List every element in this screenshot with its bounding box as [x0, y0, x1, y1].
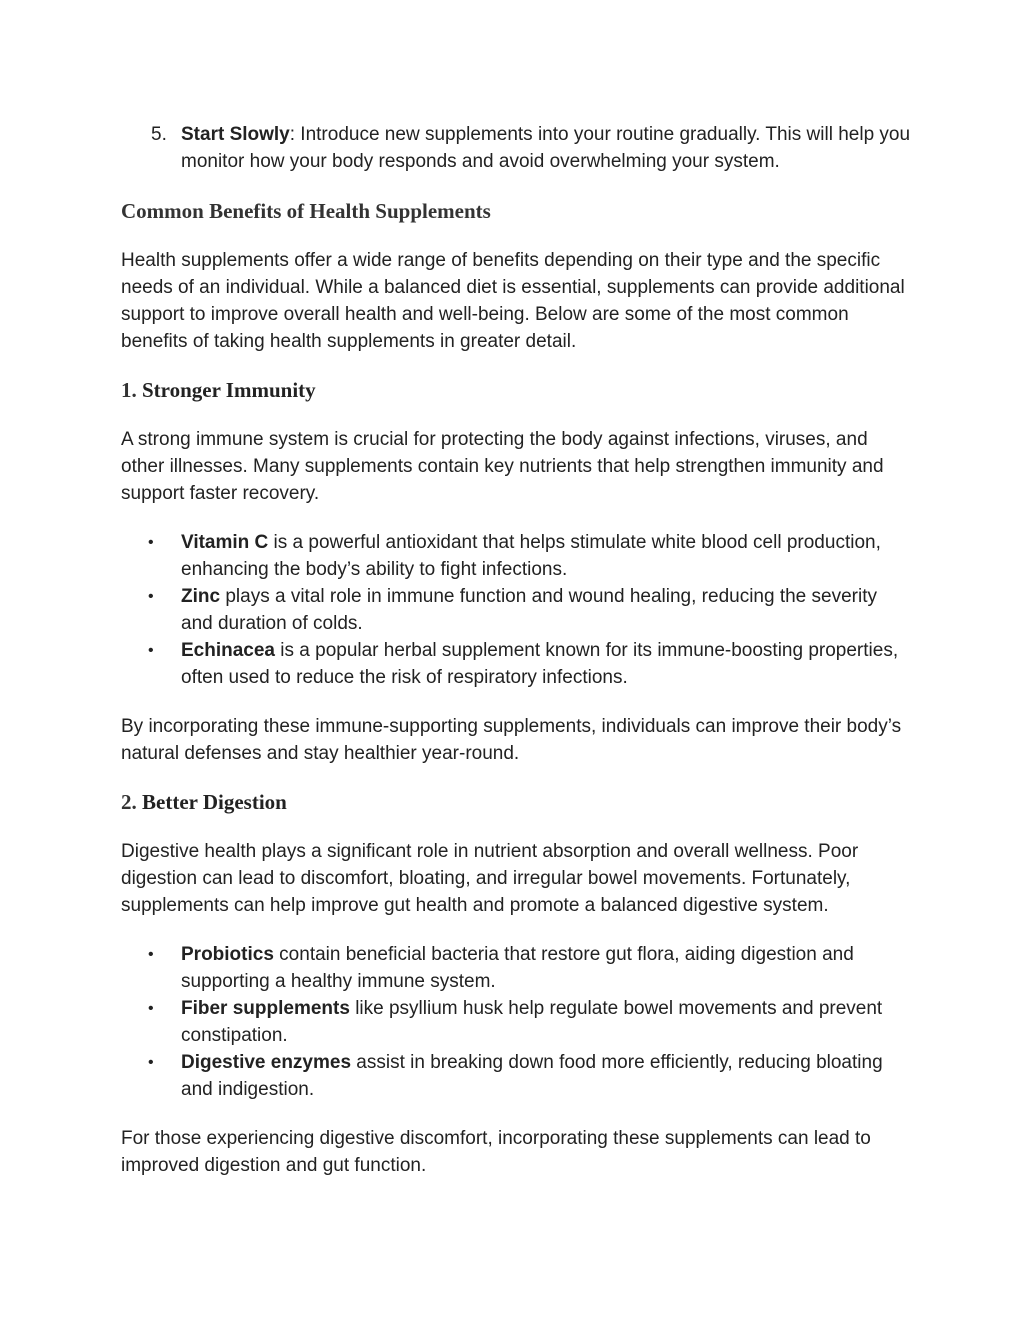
- bullet-icon: •: [148, 642, 154, 659]
- bullet-icon: •: [148, 1000, 154, 1017]
- digestion-conclusion: For those experiencing digestive discomfort, incorporating these supplements can lead to improved digestion and gut function.: [121, 1128, 871, 1176]
- bullet-text: plays a vital role in immune function and wound healing, reducing the severity and duration of colds.: [181, 586, 877, 634]
- list-item: [121, 995, 911, 1049]
- bullet-text: is a popular herbal supplement known for its immune-boosting properties, often used to reduce the risk of respiratory infections.: [181, 640, 899, 688]
- bullet-bold: Vitamin C: [181, 532, 269, 553]
- list-item: [121, 583, 911, 637]
- list-item-text: : Introduce new supplements into your routine gradually. This will help you monitor how your body responds and avoid overwhelming your system.: [181, 124, 911, 172]
- immunity-conclusion: By incorporating these immune-supporting supplements, individuals can improve their body’s natural defenses and stay healthier year-round.: [121, 716, 902, 764]
- bullet-bold: Fiber supplements: [181, 998, 350, 1019]
- bullet-text: assist in breaking down food more efficiently, reducing bloating and indigestion.: [181, 1052, 883, 1100]
- benefit-title: Stronger Immunity: [142, 378, 316, 402]
- digestion-intro: Digestive health plays a significant role in nutrient absorption and overall wellness. Poor digestion can lead to discomfort, bloating, and irregular bowel movements. Fortunately, supplements can help improve gut health and promote a balanced digestive system.: [121, 841, 859, 916]
- benefit-heading-digestion: [121, 788, 911, 816]
- bullet-icon: •: [148, 1054, 154, 1071]
- intro-paragraph: Health supplements offer a wide range of benefits depending on their type and the specific needs of an individual. While a balanced diet is essential, supplements can provide additional support to improve overall health and well-being. Below are some of the most common benefits of taking health supplements in greater detail.: [121, 250, 905, 352]
- list-number: 5.: [151, 124, 167, 145]
- bullet-text: contain beneficial bacteria that restore gut flora, aiding digestion and supporting a healthy immune system.: [181, 944, 854, 992]
- list-item: [121, 1049, 911, 1103]
- document-page: [121, 121, 911, 1179]
- section-heading: Common Benefits of Health Supplements: [121, 199, 491, 223]
- benefit-heading-immunity: [121, 376, 911, 404]
- bullet-icon: •: [148, 946, 154, 963]
- list-item-bold: Start Slowly: [181, 124, 290, 145]
- immunity-bullet-list: [121, 529, 911, 691]
- benefit-number: 2.: [121, 790, 137, 814]
- bullet-text: is a powerful antioxidant that helps stimulate white blood cell production, enhancing the body’s ability to fight infections.: [181, 532, 881, 580]
- bullet-bold: Probiotics: [181, 944, 274, 965]
- benefit-number: 1.: [121, 378, 137, 402]
- bullet-text: like psyllium husk help regulate bowel movements and prevent constipation.: [181, 998, 883, 1046]
- list-item: [121, 941, 911, 995]
- bullet-icon: •: [148, 534, 154, 551]
- digestion-bullet-list: [121, 941, 911, 1103]
- bullet-bold: Zinc: [181, 586, 221, 607]
- immunity-intro: A strong immune system is crucial for protecting the body against infections, viruses, and other illnesses. Many supplements contain key nutrients that help strengthen immunity and support faster recovery.: [121, 429, 884, 504]
- bullet-icon: •: [148, 588, 154, 605]
- list-item: [121, 637, 911, 691]
- bullet-bold: Echinacea: [181, 640, 275, 661]
- list-item: [121, 529, 911, 583]
- benefit-title: Better Digestion: [142, 790, 287, 814]
- bullet-bold: Digestive enzymes: [181, 1052, 352, 1073]
- numbered-list-item: [121, 121, 911, 175]
